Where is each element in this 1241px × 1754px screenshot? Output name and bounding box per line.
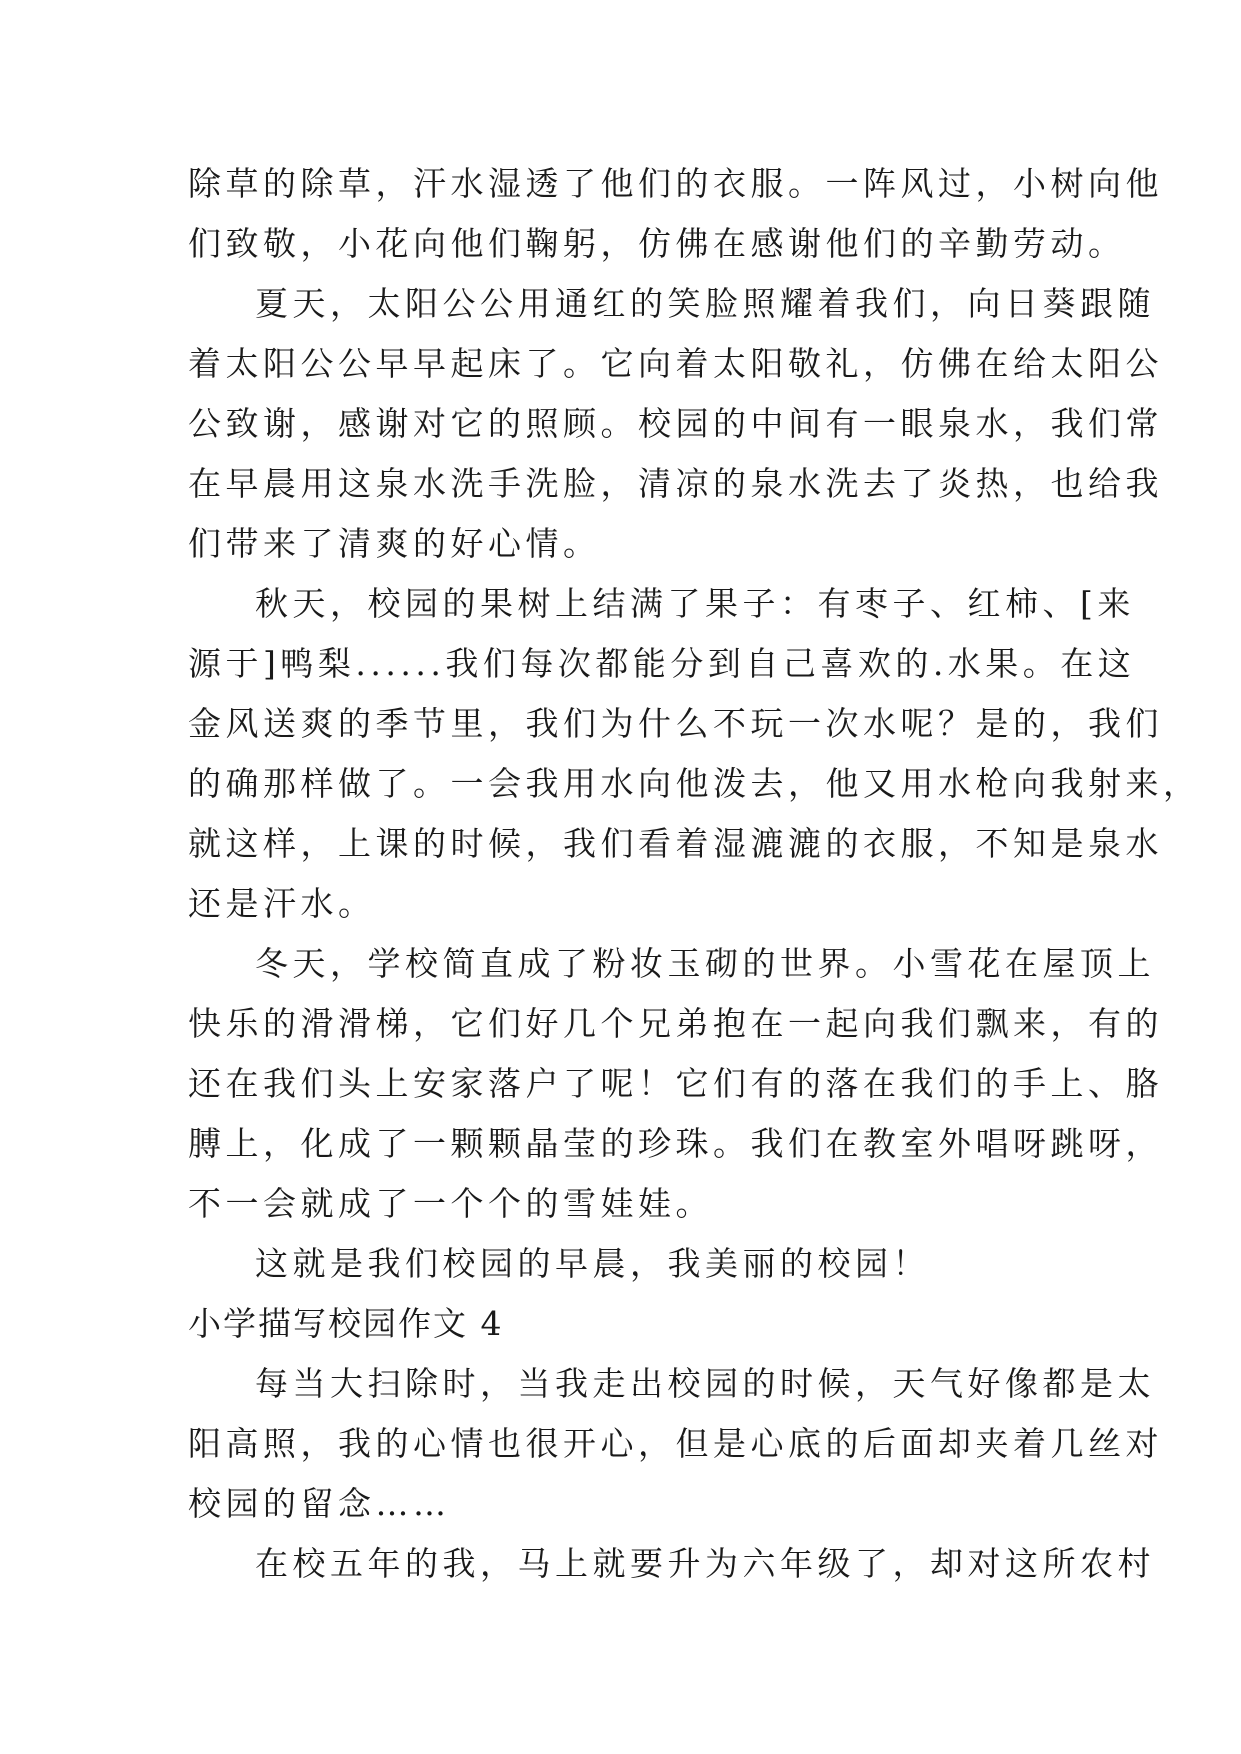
text-line: 着太阳公公早早起床了。它向着太阳敬礼，仿佛在给太阳公 [188,344,1163,383]
paragraph-cleaning-start: 每当大扫除时，当我走出校园的时候，天气好像都是太 [255,1364,1155,1403]
text-line: 阳高照，我的心情也很开心，但是心底的后面却夹着几丝对 [188,1424,1163,1463]
text-line: 不一会就成了一个个的雪娃娃。 [188,1184,713,1223]
paragraph-closing: 这就是我们校园的早晨，我美丽的校园！ [255,1244,930,1283]
text-line: 还是汗水。 [188,884,376,923]
text-line: 们带来了清爽的好心情。 [188,524,601,563]
text-line: 还在我们头上安家落户了呢！它们有的落在我们的手上、胳 [188,1064,1163,1103]
text-line: 就这样，上课的时候，我们看着湿漉漉的衣服，不知是泉水 [188,824,1163,863]
text-line: 除草的除草，汗水湿透了他们的衣服。一阵风过，小树向他 [188,164,1163,203]
text-line: 源于]鸭梨......我们每次都能分到自己喜欢的.水果。在这 [188,644,1136,683]
document-body [188,154,1201,1594]
section-heading: 小学描写校园作文 4 [188,1304,504,1343]
text-line: 膊上，化成了一颗颗晶莹的珍珠。我们在教室外唱呀跳呀， [188,1124,1163,1163]
text-line: 快乐的滑滑梯，它们好几个兄弟抱在一起向我们飘来，有的 [188,1004,1163,1043]
paragraph-five-years-start: 在校五年的我，马上就要升为六年级了，却对这所农村 [255,1544,1155,1583]
paragraph-autumn-start: 秋天，校园的果树上结满了果子：有枣子、红柿、[来 [255,584,1135,623]
paragraph-winter-start: 冬天，学校简直成了粉妆玉砌的世界。小雪花在屋顶上 [255,944,1155,983]
text-line: 的确那样做了。一会我用水向他泼去，他又用水枪向我射来， [188,764,1201,803]
text-line: 校园的留念…… [188,1484,451,1523]
text-line: 在早晨用这泉水洗手洗脸，清凉的泉水洗去了炎热，也给我 [188,464,1163,503]
text-line: 公致谢，感谢对它的照顾。校园的中间有一眼泉水，我们常 [188,404,1163,443]
text-line: 金风送爽的季节里，我们为什么不玩一次水呢？是的，我们 [188,704,1163,743]
paragraph-summer-start: 夏天，太阳公公用通红的笑脸照耀着我们，向日葵跟随 [255,284,1155,323]
text-line: 们致敬，小花向他们鞠躬，仿佛在感谢他们的辛勤劳动。 [188,224,1126,263]
